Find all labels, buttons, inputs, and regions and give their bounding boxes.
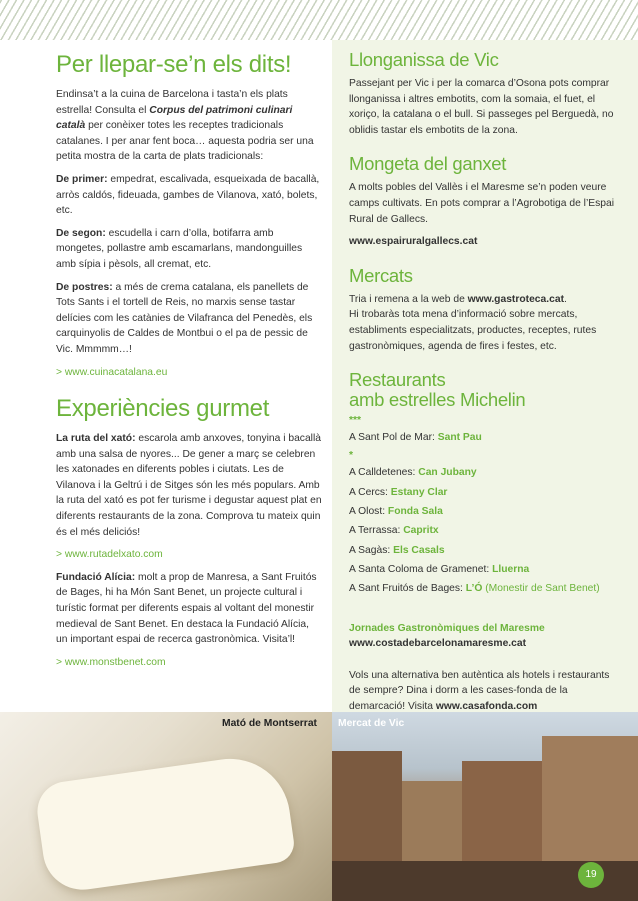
corpus-title: Corpus del patrimoni culinari català	[56, 104, 293, 132]
primer-paragraph: De primer: empedrat, escalivada, esqueixada de bacallà, arròs caldós, fideuada, gambes de Vilanova, xató, bolets, etc.	[56, 173, 320, 217]
link-gastroteca[interactable]: www.gastroteca.cat	[467, 293, 564, 305]
caption-mercat: Mercat de Vic	[338, 718, 405, 729]
link-cuinacatalana[interactable]: > www.cuinacatalana.eu	[56, 366, 168, 378]
restaurant-row: A Sant Pol de Mar: Sant Pau	[349, 432, 482, 444]
link-monstbenet[interactable]: > www.monstbenet.com	[56, 656, 166, 668]
alicia-paragraph: Fundació Alícia: molt a prop de Manresa, a Sant Fruitós de Bages, hi ha Món Sant Benet, un projecte cultural i turístic format per diferents espais al voltant del monestir medieval de Sant Benet. En destaca la Fundació Alícia, un important espai de recerca gastronòmica. Visita’l!	[56, 571, 317, 646]
mongeta-paragraph: A molts pobles del Vallès i el Maresme se’n poden veure camps cultivats. En pots comprar a l’Agrobotiga de l’Espai Rural de Gallecs.	[349, 182, 614, 225]
link-costadebarcelona[interactable]: www.costadebarcelonamaresme.cat	[349, 638, 527, 650]
restaurant-row: A Santa Coloma de Gramenet: Lluerna	[349, 563, 530, 575]
page-number: 19	[578, 862, 604, 888]
caption-mato: Mató de Montserrat	[222, 718, 317, 729]
mercats-paragraph: Tria i remena a la web de www.gastroteca.cat. Hi trobaràs tota mena d’informació sobre mercats, establiments especialitzats, productes, receptes, rutes gastronòmiques, agenda de fires i festes, etc.	[349, 293, 597, 352]
section-title-gurmet: Experiències gurmet	[56, 395, 270, 423]
segon-paragraph: De segon: escudella i carn d’olla, botifarra amb mongetes, pollastre amb escamarlans, mandonguilles amb sípia i pèsols, all cremat, etc.	[56, 227, 303, 270]
section-title-mongeta: Mongeta del ganxet	[349, 153, 507, 175]
restaurant-row: A Cercs: Estany Clar	[349, 486, 448, 498]
section-title-mercats: Mercats	[349, 264, 413, 286]
intro-paragraph: Endinsa’t a la cuina de Barcelona i tasta’n els plats estrella! Consulta el Corpus del patrimoni culinari català per conèixer totes les receptes tradicionals catalanes. I per anar fent boca… aquesta podria ser una petita mostra de la carta de plats tradicionals:	[56, 89, 314, 163]
restaurant-row: A Olost: Fonda Sala	[349, 506, 443, 518]
link-rutadelxato[interactable]: > www.rutadelxato.com	[56, 549, 163, 561]
right-column	[349, 50, 617, 721]
section-title-restaurants: Restaurants amb estrelles Michelin	[349, 369, 526, 411]
postres-paragraph: De postres: a més de crema catalana, els panellets de Tots Sants i el tortell de Reis, no marxis sense tastar delícies com les catànies de Vilafranca del Penedès, els carquinyolis de Caldes de Montbui o el pa de pessic de Vic. Mmmmm…!	[56, 281, 313, 355]
restaurant-row: A Sant Fruitós de Bages: L’Ó (Monestir de Sant Benet)	[349, 583, 600, 595]
three-stars: ***	[349, 415, 362, 427]
llonganissa-paragraph: Passejant per Vic i per la comarca d’Osona pots comprar llonganissa i altres embotits, com la somaia, el fuet, el xoriço, la catalana o el bull. Si passeges pel Berguedà, no oblidis tastar els embotits de la zona.	[349, 78, 614, 136]
one-star: *	[349, 450, 354, 462]
link-casafonda[interactable]: www.casafonda.com	[435, 700, 538, 712]
restaurant-row: A Sagàs: Els Casals	[349, 544, 445, 556]
xato-paragraph: La ruta del xató: escarola amb anxoves, tonyina i bacallà amb una salsa de nyores... De gener a març se celebren les xatonades en diferents pobles i ciutats. Les de Vilanova i la Geltrú i de Sitges són les més populars. Amb la ruta del xató es pot fer turisme i degustar aquest plat en diferents restaurants de la zona. Comprova tu mateix quin és el més deliciós!	[56, 433, 322, 538]
section-title-llepar: Per llepar-se’n els dits!	[56, 51, 292, 78]
jornades-block: Jornades Gastronòmiques del Maresme www.costadebarcelonamaresme.cat	[349, 622, 545, 650]
restaurant-row: A Calldetenes: Can Jubany	[349, 467, 477, 479]
header-hatch	[0, 0, 638, 40]
left-column	[56, 52, 322, 677]
restaurant-row: A Terrassa: Capritx	[349, 525, 439, 537]
link-espairural[interactable]: www.espairuralgallecs.cat	[349, 236, 478, 248]
section-title-llonganissa: Llonganissa de Vic	[349, 49, 499, 70]
casafonda-paragraph: Vols una alternativa ben autèntica als hotels i restaurants de sempre? Dina i dorm a les cases-fonda de la demarcació! Visita www.casafonda.com	[349, 669, 610, 712]
